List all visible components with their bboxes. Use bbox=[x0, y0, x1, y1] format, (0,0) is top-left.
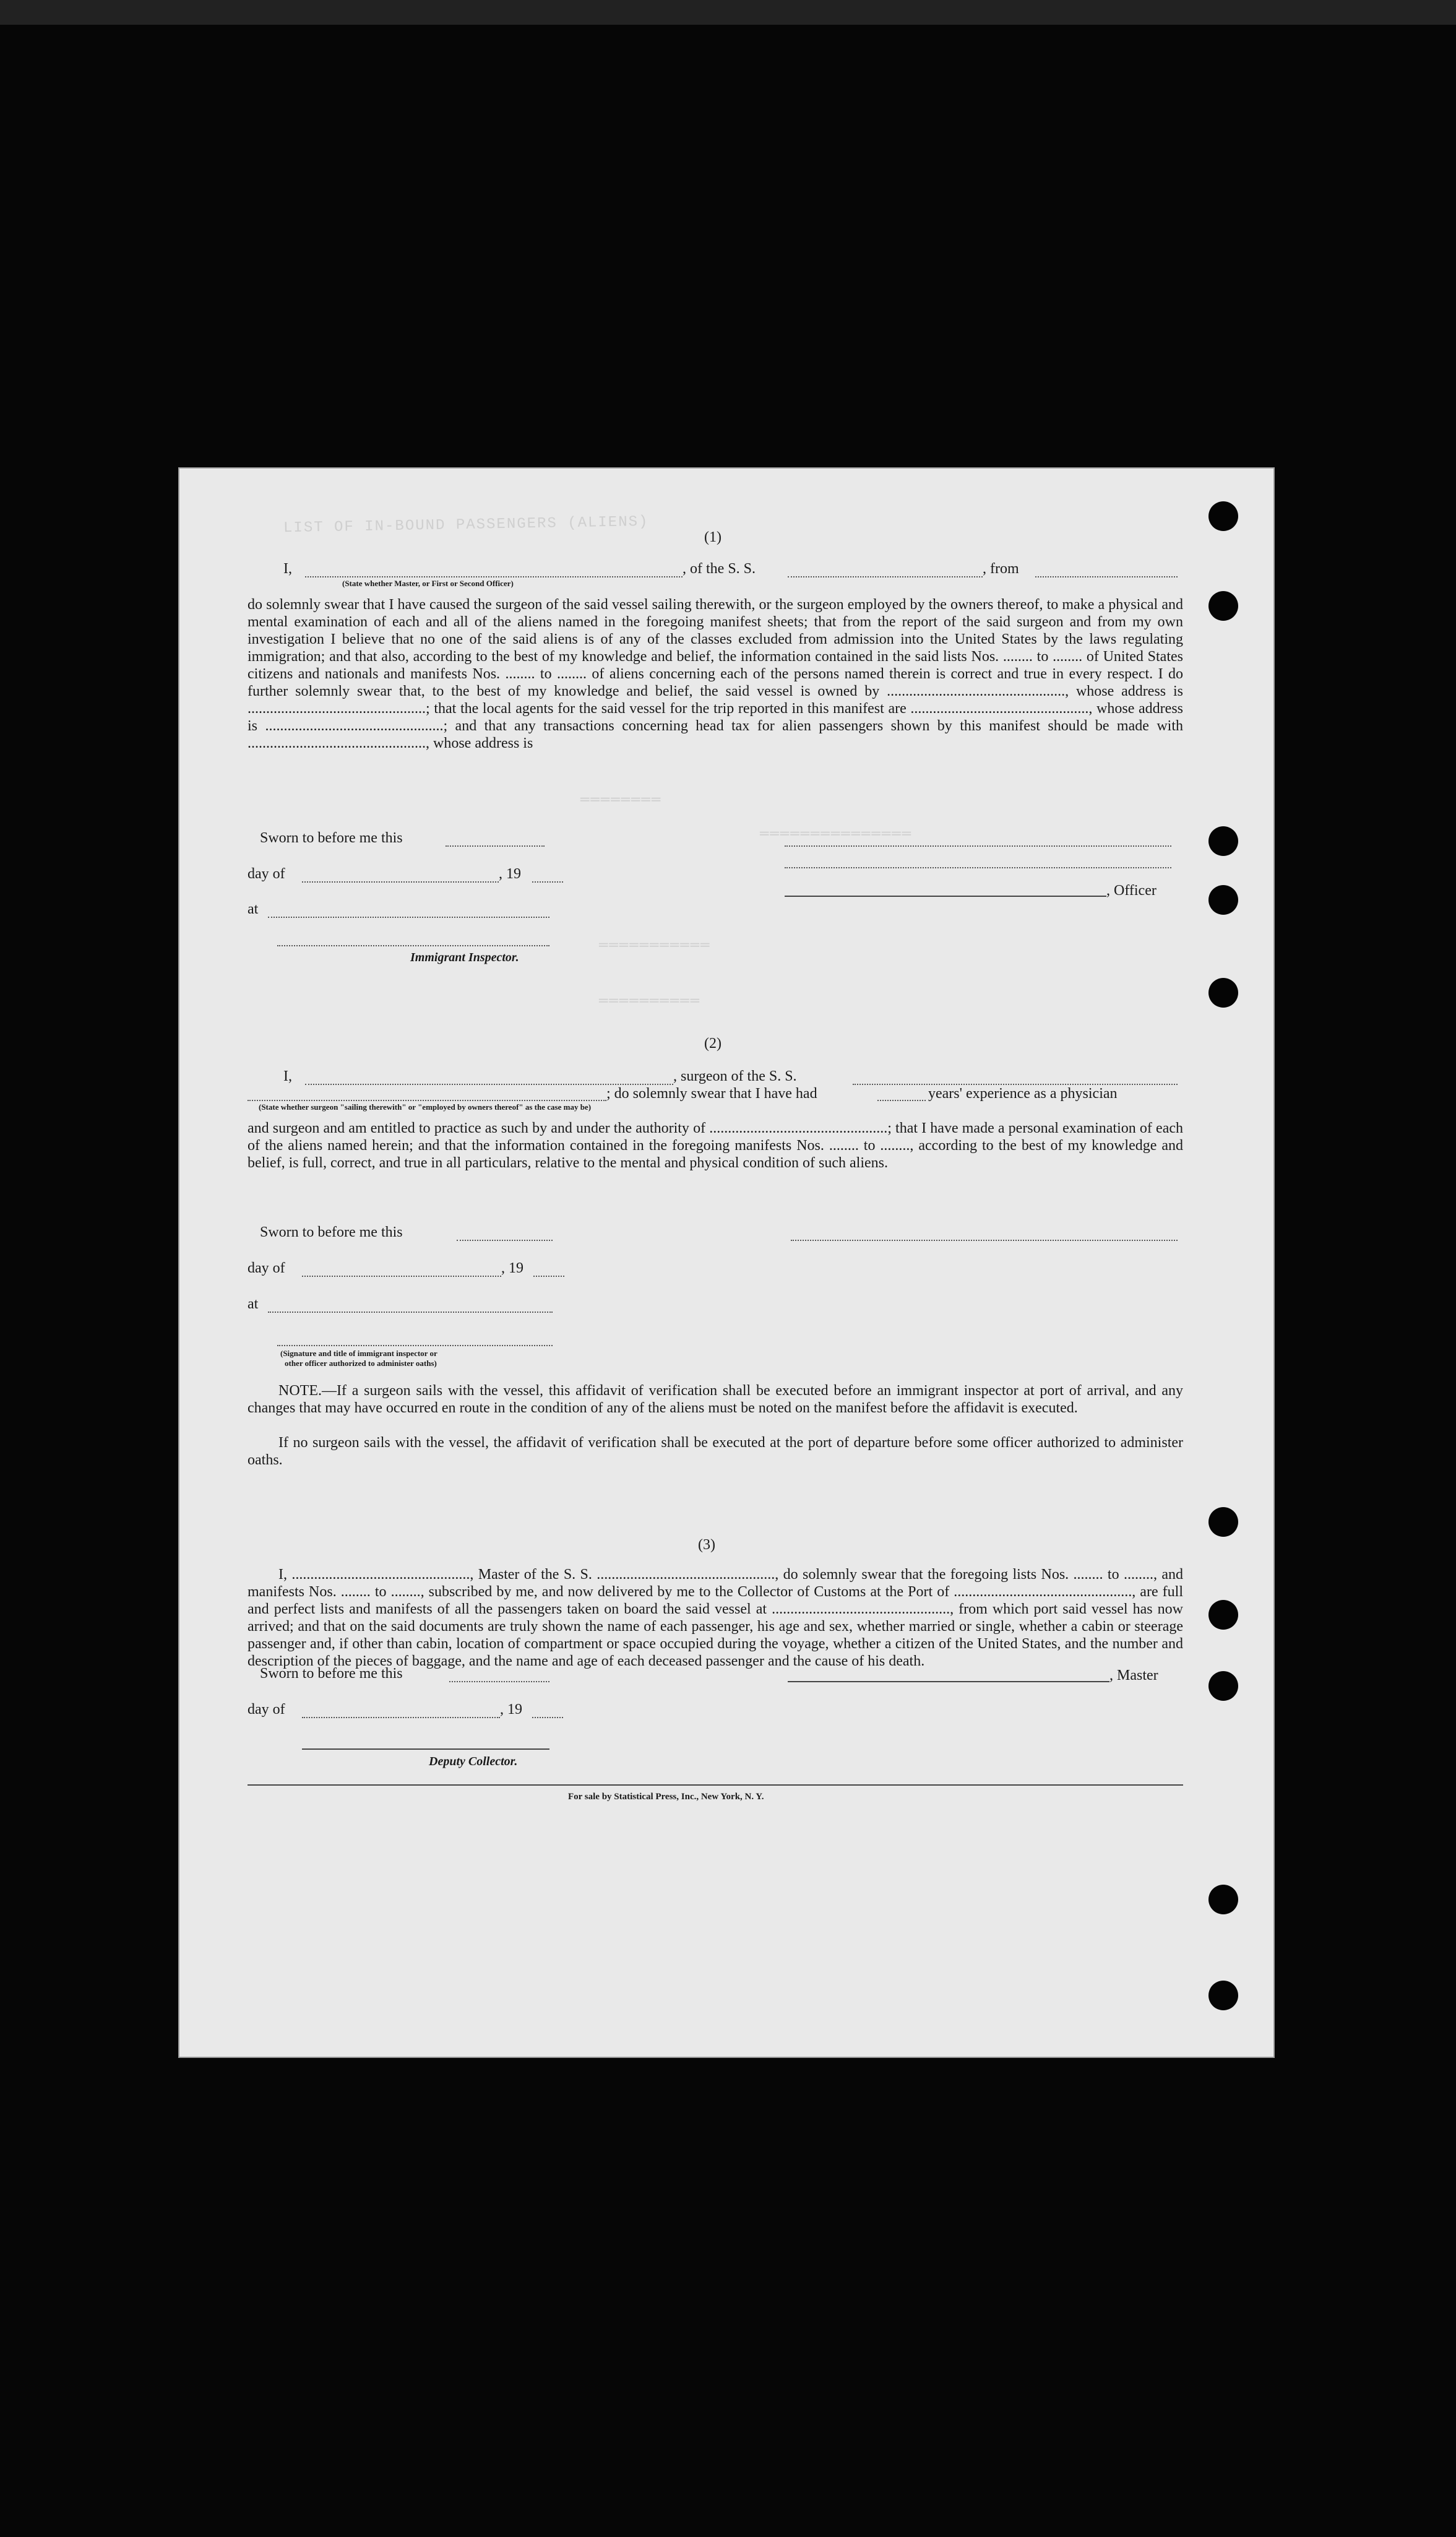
s1-officer-hint: (State whether Master, or First or Second Officer) bbox=[342, 579, 514, 588]
punch-hole bbox=[1208, 1981, 1238, 2010]
s1-officer-label: , Officer bbox=[1106, 883, 1157, 899]
punch-hole bbox=[1208, 1671, 1238, 1701]
s1-of-the-ss: , of the S. S. bbox=[683, 561, 756, 577]
punch-hole bbox=[1208, 1507, 1238, 1537]
s2-note-1: NOTE.—If a surgeon sails with the vessel, this affidavit of verification shall be executed before an immigrant inspector at port of arrival, and any changes that may have occurred en route in the condition of any of the aliens must be noted on the manifest before the affidavit is executed. bbox=[248, 1383, 1183, 1416]
bleed-through-marks: ════════ bbox=[580, 792, 662, 809]
s3-sworn-label: Sworn to before me this bbox=[260, 1666, 403, 1682]
punch-hole bbox=[1208, 885, 1238, 915]
s2-surgeon-sign-line bbox=[791, 1240, 1178, 1241]
s2-surgeon-of: , surgeon of the S. S. bbox=[673, 1068, 797, 1084]
s1-officer-line bbox=[305, 576, 683, 577]
bleed-through-stamp: ═══════════════ bbox=[760, 826, 913, 843]
s3-day-of-label: day of bbox=[248, 1701, 285, 1718]
s2-year-label: , 19 bbox=[501, 1260, 523, 1276]
s1-at-line bbox=[268, 917, 549, 918]
bleed-through-header: LIST OF IN-BOUND PASSENGERS (ALIENS) bbox=[283, 513, 649, 537]
s2-at-line bbox=[268, 1312, 553, 1313]
bleed-through-marks-2: ═══════════ bbox=[599, 938, 711, 954]
s2-sworn-label: Sworn to before me this bbox=[260, 1224, 403, 1240]
s2-sworn-line bbox=[457, 1240, 553, 1241]
section-1-number: (1) bbox=[704, 529, 722, 545]
s1-inspector-label: Immigrant Inspector. bbox=[410, 951, 519, 964]
s1-inspector-line bbox=[277, 945, 549, 946]
s2-role-line bbox=[248, 1100, 606, 1101]
bleed-through-marks-3: ══════════ bbox=[599, 993, 701, 1010]
s1-officer-sign-line-1 bbox=[785, 845, 1171, 847]
s1-officer-sign-line-3 bbox=[785, 896, 1106, 897]
s3-year-line bbox=[532, 1717, 563, 1718]
s1-year-label: , 19 bbox=[499, 866, 521, 882]
s3-year-label: , 19 bbox=[500, 1701, 522, 1718]
s1-sworn-label: Sworn to before me this bbox=[260, 830, 403, 846]
s2-i-label: I, bbox=[283, 1068, 292, 1084]
section-2-number: (2) bbox=[704, 1035, 722, 1052]
s1-year-line bbox=[532, 881, 563, 883]
s1-ship-line bbox=[788, 576, 983, 577]
s2-day-line bbox=[302, 1276, 501, 1277]
punch-hole bbox=[1208, 1885, 1238, 1914]
s3-day-line bbox=[302, 1717, 500, 1718]
s3-master-sign-line bbox=[788, 1681, 1109, 1682]
s1-i-label: I, bbox=[283, 561, 292, 577]
punch-hole bbox=[1208, 1600, 1238, 1630]
punch-hole bbox=[1208, 826, 1238, 856]
s1-day-line bbox=[302, 881, 499, 883]
punch-hole bbox=[1208, 591, 1238, 621]
s1-day-of-label: day of bbox=[248, 866, 285, 882]
printer-footer: For sale by Statistical Press, Inc., New York, N. Y. bbox=[568, 1792, 764, 1802]
s2-year-line bbox=[533, 1276, 564, 1277]
s2-sig-hint-2: other officer authorized to administer oaths) bbox=[285, 1359, 437, 1368]
s3-master-label: , Master bbox=[1109, 1667, 1158, 1683]
s2-note-2: If no surgeon sails with the vessel, the affidavit of verification shall be executed at the port of departure before some officer authorized to administer oaths. bbox=[248, 1435, 1183, 1468]
s1-from-line bbox=[1035, 576, 1178, 577]
s3-collector-label: Deputy Collector. bbox=[429, 1755, 518, 1768]
s2-swear: ; do solemnly swear that I have had bbox=[606, 1086, 817, 1102]
s1-oath-paragraph: do solemnly swear that I have caused the surgeon of the said vessel sailing therewith, or the surgeon employed by the owners thereof, to make a physical and mental examination of each and all of the aliens named in the foregoing manifest sheets; that from the report of the said surgeon and from my own investigation I believe that no one of the said aliens is of any of the classes excluded from admission into the United States by the laws regulating immigration; and that also, according to the best of my knowledge and belief, the information contained in the said lists Nos. ........ to ........ of United States citizens and nationals and manifests Nos. ........ to ........ of aliens concerning each of the persons named therein is correct and true in every respect. I do further solemnly swear that, to the best of my knowledge and belief, the said vessel is owned by ................................................, whose address is ................................................; that the local agents for the said vessel for the trip reported in this manifest are ................................................, whose address is ................................................; and that any transactions concerning head tax for alien passengers shown by this manifest should be made with ................................................, whose address is bbox=[248, 597, 1183, 751]
s3-paragraph: I, ................................................, Master of the S. S. ................................................, do solemnly swear that the foregoing lists Nos. ........ to ........, and manifests Nos. ........ to ........, subscribed by me, and now delivered by me to the Collector of Customs at the Port of ................................................, are full and perfect lists and manifests of all the passengers taken on board the said vessel at ................................................, from which port said vessel has now arrived; and that on the said documents are truly shown the name of each passenger, his age and sex, whether married or single, whether a cabin or steerage passenger and, if other than cabin, location of compartment or space occupied during the voyage, whether a citizen of the United States, and the number and description of the pieces of baggage, and the name and age of each deceased passenger and the cause of his death. bbox=[248, 1567, 1183, 1669]
s2-at-label: at bbox=[248, 1296, 259, 1312]
manifest-back-page bbox=[178, 467, 1275, 2058]
s3-collector-line bbox=[302, 1748, 549, 1750]
s2-day-of-label: day of bbox=[248, 1260, 285, 1276]
s1-at-label: at bbox=[248, 901, 259, 917]
s2-signature-line bbox=[277, 1345, 553, 1346]
s2-years-line bbox=[877, 1100, 926, 1101]
s2-hint: (State whether surgeon "sailing therewith" or "employed by owners thereof" as the case may be) bbox=[259, 1102, 592, 1112]
footer-rule bbox=[248, 1784, 1183, 1786]
section-3-number: (3) bbox=[698, 1537, 715, 1553]
s2-years-label: years' experience as a physician bbox=[928, 1086, 1118, 1102]
punch-hole bbox=[1208, 978, 1238, 1008]
s2-sig-hint-1: (Signature and title of immigrant inspector or bbox=[280, 1349, 437, 1358]
s3-sworn-line bbox=[449, 1681, 549, 1682]
s1-officer-sign-line-2 bbox=[785, 867, 1171, 868]
scanner-top-band bbox=[0, 0, 1456, 25]
punch-hole bbox=[1208, 501, 1238, 531]
s1-sworn-line bbox=[446, 845, 545, 847]
s2-paragraph: and surgeon and am entitled to practice as such by and under the authority of ................................................; that I have made a personal examination of each of the aliens named herein; and that the information contained in the foregoing manifests Nos. ........ to ........, according to the best of my knowledge and belief, is full, correct, and true in all particulars, relative to the mental and physical condition of such aliens. bbox=[248, 1120, 1183, 1171]
s1-from-label: , from bbox=[983, 561, 1019, 577]
